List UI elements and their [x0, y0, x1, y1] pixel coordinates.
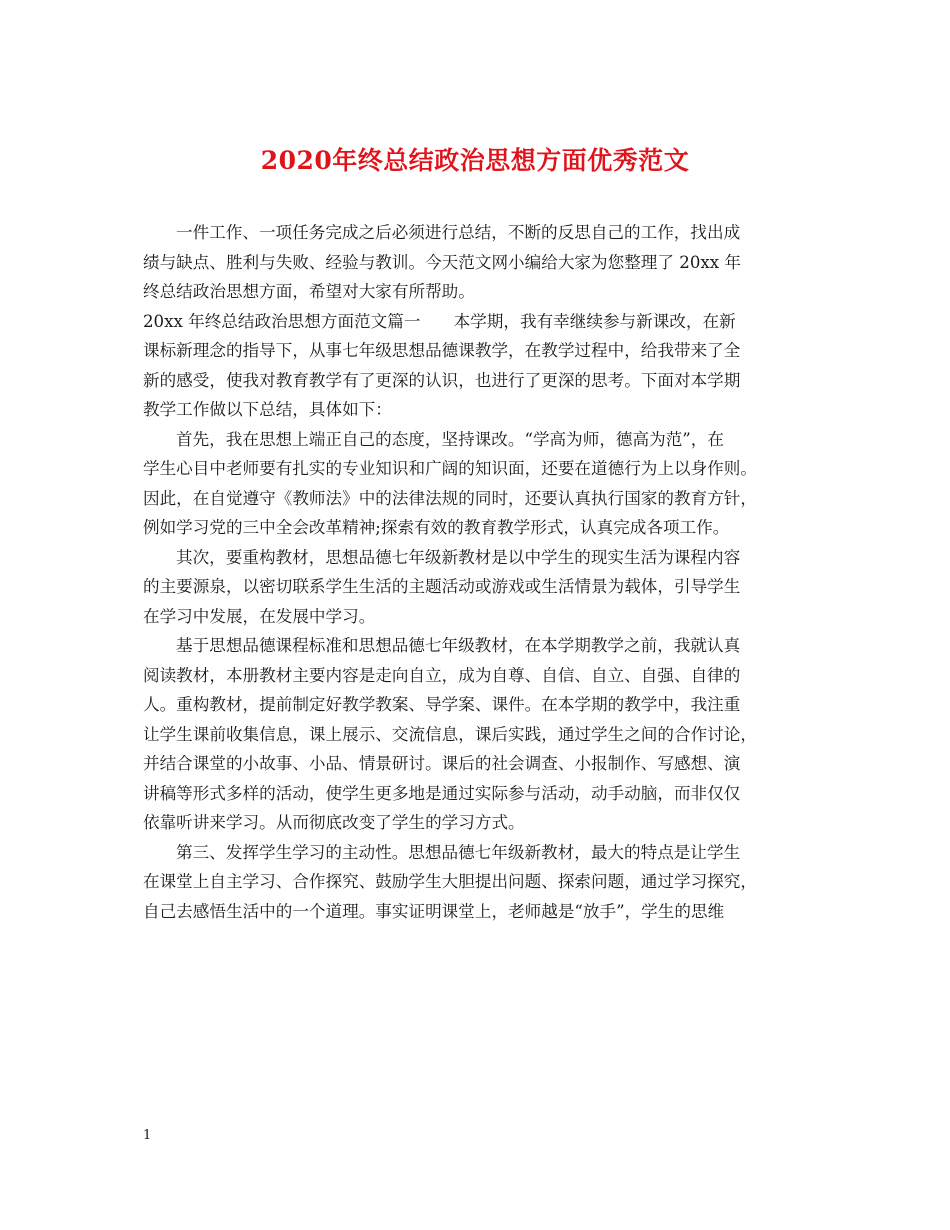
- text-line: 并结合课堂的小故事、小品、情景研讨。课后的社会调查、小报制作、写感想、演: [143, 754, 741, 773]
- text-line: 其次，要重构教材，思想品德七年级新教材是以中学生的现实生活为课程内容: [176, 547, 741, 567]
- text-line: 绩与缺点、胜利与失败、经验与教训。今天范文网小编给大家为您整理了 20xx 年: [143, 252, 741, 272]
- page-number: 1: [143, 1128, 152, 1143]
- text-line: 第三、发挥学生学习的主动性。思想品德七年级新教材，最大的特点是让学生: [176, 842, 741, 862]
- text-line: 在课堂上自主学习、合作探究、鼓励学生大胆提出问题、探索问题，通过学习探究，: [143, 872, 757, 891]
- text-line: 20xx 年终总结政治思想方面范文篇一 本学期，我有幸继续参与新课改，在新: [143, 311, 736, 331]
- text-line: 的主要源泉，以密切联系学生生活的主题活动或游戏或生活情景为载体，引导学生: [143, 577, 741, 596]
- text-line: 因此，在自觉遵守《教师法》中的法律法规的同时，还要认真执行国家的教育方针，: [143, 488, 757, 508]
- document-title: 2020年终总结政治思想方面优秀范文: [260, 146, 690, 175]
- text-line: 课标新理念的指导下，从事七年级思想品德课教学，在教学过程中，给我带来了全: [143, 341, 741, 360]
- text-line: 新的感受，使我对教育教学有了更深的认识，也进行了更深的思考。下面对本学期: [143, 370, 741, 390]
- text-line: 教学工作做以下总结，具体如下：: [143, 400, 392, 419]
- text-line: 终总结政治思想方面，希望对大家有所帮助。: [143, 282, 475, 301]
- text-line: 阅读教材，本册教材主要内容是走向自立，成为自尊、自信、自立、自强、自律的: [143, 665, 741, 685]
- text-line: 一件工作、一项任务完成之后必须进行总结，不断的反思自己的工作，找出成: [176, 223, 741, 242]
- text-line: 讲稿等形式多样的活动，使学生更多地是通过实际参与活动，动手动脑，而非仅仅: [143, 783, 741, 803]
- text-line: 让学生课前收集信息，课上展示、交流信息，课后实践，通过学生之间的合作讨论，: [143, 724, 757, 744]
- text-line: 例如学习党的三中全会改革精神;探索有效的教育教学形式，认真完成各项工作。: [143, 518, 730, 537]
- text-line: 基于思想品德课程标准和思想品德七年级教材，在本学期教学之前，我就认真: [176, 636, 741, 655]
- text-line: 人。重构教材，提前制定好教学教案、导学案、课件。在本学期的教学中，我注重: [143, 695, 741, 714]
- text-line: 自己去感悟生活中的一个道理。事实证明课堂上，老师越是“放手”，学生的思维: [143, 901, 725, 921]
- text-line: 学生心目中老师要有扎实的专业知识和广阔的知识面，还要在道德行为上以身作则。: [143, 459, 757, 478]
- text-line: 在学习中发展，在发展中学习。: [143, 606, 376, 626]
- text-line: 依靠听讲来学习。从而彻底改变了学生的学习方式。: [143, 813, 525, 832]
- text-line: 首先，我在思想上端正自己的态度，坚持课改。“学高为师，德高为范”，在: [176, 429, 724, 449]
- document-body: [143, 218, 823, 926]
